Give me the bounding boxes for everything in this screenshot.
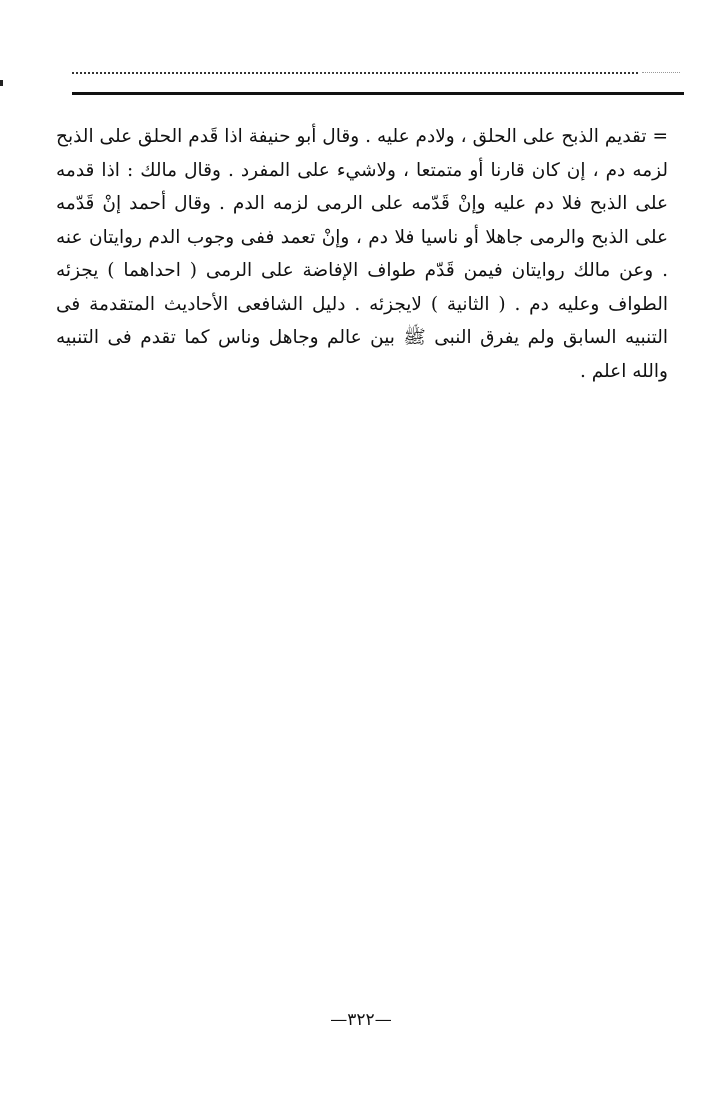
body-paragraph: = تقديم الذبح على الحلق ، ولادم عليه . وقال أبو حنيفة اذا قَدم الحلق على الذبح لزمه دم ، إن كان قارنا أو متمتعا ، ولاشيء على المفرد . وقال مالك : اذا قدمه على الذبح فلا دم عليه وإنْ قَدّمه على الرمى لزمه الدم . وقال أحمد إنْ قَدّمه على الذبح والرمى جاهلا أو ناسيا فلا دم ، وإنْ تعمد ففى وجوب الدم روايتان عنه . وعن مالك روايتان فيمن قَدّم طواف الإفاضة على الرمى ( احداهما ) يجزئه الطواف وعليه دم . ( الثانية ) لايجزئه . دليل الشافعى الأحاديث المتقدمة فى التنبيه السابق ولم يفرق النبى ﷺ بين عالم وجاهل وناس كما تقدم فى التنبيه والله اعلم . [56, 126, 668, 382]
header-dotted-rule-tail [642, 58, 680, 73]
header-rule [72, 92, 684, 95]
margin-mark [0, 80, 3, 86]
page-number: —٣٢٢— [330, 1010, 392, 1030]
header-dotted-rule [72, 58, 638, 74]
